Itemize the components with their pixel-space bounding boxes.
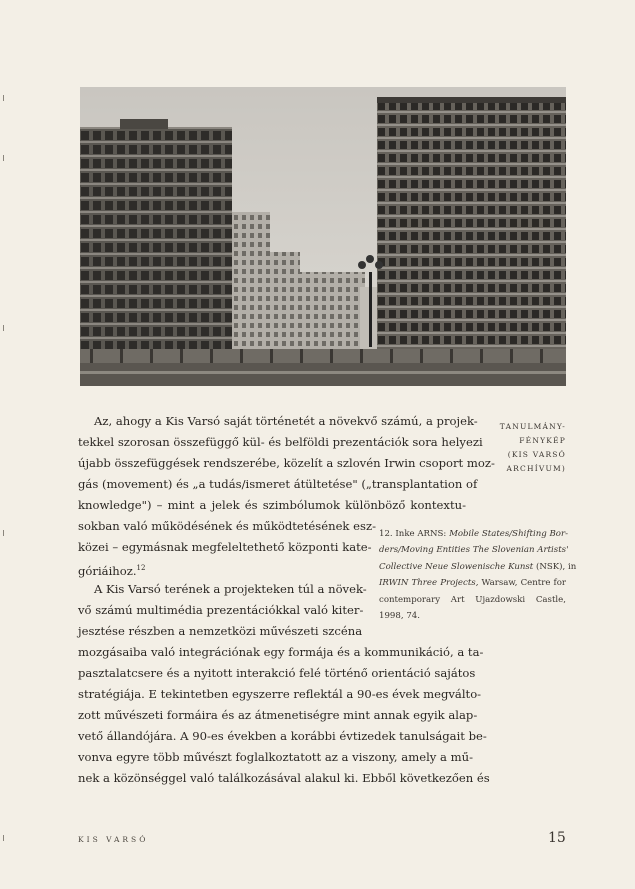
text-line: sokban való működésének és működtetésének esz- (78, 519, 376, 533)
text-line: közei – egymásnak megfeleltethető központi kate- (78, 540, 372, 554)
text-line: jesztése részben a nemzetközi művészeti szcéna (78, 624, 363, 638)
buildings-photo-icon (80, 87, 566, 386)
footnote-line (379, 575, 566, 591)
caption-line: ARCHÍVUM) (506, 464, 566, 473)
text-line: vető állandójára. A 90-es években a korábbi évtizedek tanulságait be- (78, 729, 487, 743)
footnote-line: 1998, 74. (379, 611, 421, 622)
footnote-author: 12. Inke ARNS: (379, 529, 450, 539)
text-line: knowledge") – mint a jelek és szimbólumok különböző kontextu- (78, 498, 466, 512)
text-line: gás (movement) és „a tudás/ismeret átültetése" („transplantation of (78, 477, 478, 491)
text-line: Az, ahogy a Kis Varsó saját történetét a növekvő számú, a projek- (94, 414, 478, 428)
text-line (78, 560, 145, 579)
footnote-line (379, 526, 566, 542)
text-line: stratégiája. E tekintetben egyszerre reflektál a 90-es évek megválto- (78, 687, 482, 701)
edge-mark (3, 155, 4, 161)
edge-mark (3, 95, 4, 101)
footnote-title: ders/Moving Entities The Slovenian Artists' (379, 545, 569, 556)
text-line: vonva egyre több művészt foglalkoztatott az a viszony, amely a mű- (78, 750, 473, 764)
text-line: tekkel szorosan összefüggő kül- és belföldi prezentációk sora helyezi (78, 435, 483, 449)
caption-line: TANULMÁNY- (499, 422, 566, 431)
text-line: vő számú multimédia prezentációkkal való kiter- (78, 603, 364, 617)
edge-mark (3, 835, 4, 841)
text-line: nek a közönséggel való találkozásával alakul ki. Ebből következően és (78, 771, 490, 785)
text-line: mozgásaiba való integrációnak egy formája és a kommunikáció, a ta- (78, 645, 484, 659)
page-number: 15 (548, 830, 566, 846)
footnote-title: IRWIN Three Projects, (379, 578, 479, 589)
footnote-line (379, 559, 577, 575)
text-line: A Kis Varsó terének a projekteken túl a növek- (94, 582, 367, 596)
photo-buildings (80, 87, 566, 386)
text-line: zott művészeti formáira és az átmenetiségre mint annak egyik alap- (78, 708, 478, 722)
footnote-line (379, 542, 569, 558)
text-line: pasztalatcsere és a nyitott interakció felé történő orientáció sajátos (78, 666, 476, 680)
caption-line: (KIS VARSÓ (507, 450, 566, 459)
footnote-reference[interactable]: 12 (136, 564, 146, 572)
footnote-title: Collective Neue Slowenische Kunst (379, 561, 534, 572)
footnote-title: Mobile States/Shifting Bor- (449, 529, 568, 539)
footnote (379, 526, 577, 624)
footnote-text: (NSK), in (533, 561, 577, 572)
edge-mark (3, 325, 4, 331)
caption-line: FÉNYKÉP (519, 436, 566, 445)
footnote-line: contemporary Art Ujazdowski Castle, (379, 594, 566, 605)
running-footer-title: KIS VARSÓ (78, 835, 149, 844)
edge-mark (3, 530, 4, 536)
footnote-text: Warsaw, Centre for (478, 578, 567, 589)
text-line: újabb összefüggések rendszerébe, közelít a szlovén Irwin csoport moz- (78, 456, 495, 470)
text-line-content: góriáihoz. (78, 563, 137, 578)
